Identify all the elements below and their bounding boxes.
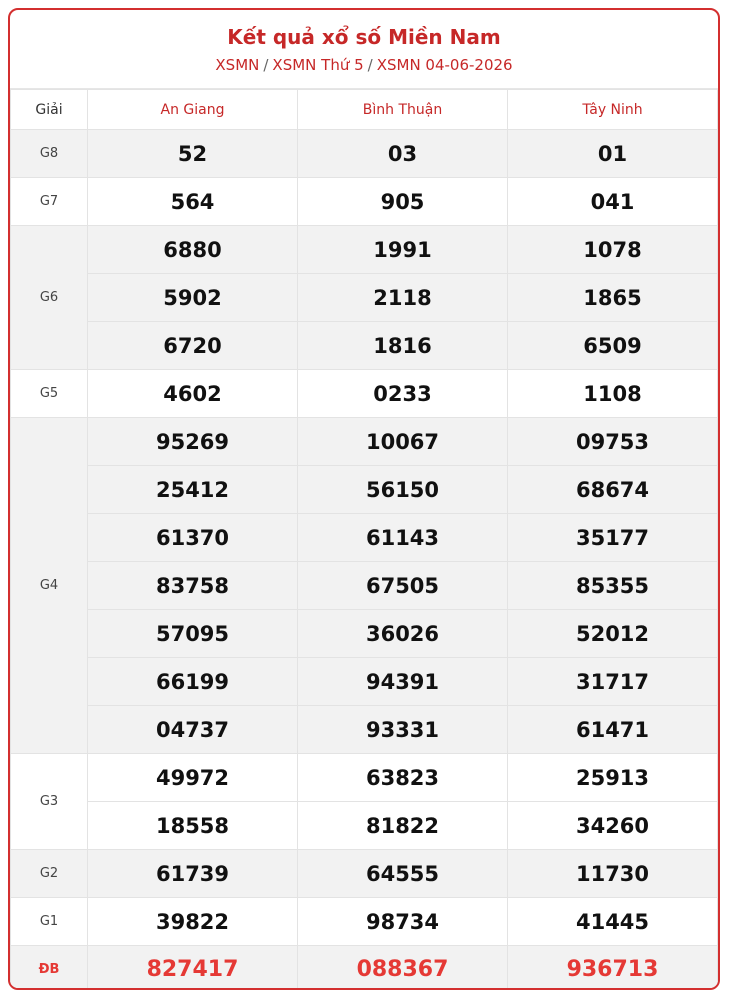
prize-number: 564 — [88, 178, 298, 226]
table-row — [11, 226, 718, 274]
prize-number: 85355 — [508, 562, 718, 610]
prize-number: 49972 — [88, 754, 298, 802]
prize-number: 905 — [298, 178, 508, 226]
breadcrumb-separator: / — [367, 56, 373, 74]
prize-number: 6720 — [88, 322, 298, 370]
prize-number: 67505 — [298, 562, 508, 610]
prize-number: 01 — [508, 130, 718, 178]
prize-label: G5 — [11, 370, 88, 418]
table-row — [11, 562, 718, 610]
results-table — [10, 89, 718, 990]
table-row — [11, 322, 718, 370]
prize-number: 0233 — [298, 370, 508, 418]
prize-number: 61471 — [508, 706, 718, 754]
prize-number: 34260 — [508, 802, 718, 850]
breadcrumb-xsmn-thu5[interactable]: XSMN Thứ 5 — [272, 56, 364, 74]
prize-number: 95269 — [88, 418, 298, 466]
breadcrumb-xsmn-date[interactable]: XSMN 04-06-2026 — [376, 56, 513, 74]
prize-number: 1991 — [298, 226, 508, 274]
prize-number: 39822 — [88, 898, 298, 946]
prize-number: 1816 — [298, 322, 508, 370]
prize-number: 52 — [88, 130, 298, 178]
prize-number: 31717 — [508, 658, 718, 706]
prize-number: 6880 — [88, 226, 298, 274]
table-row — [11, 514, 718, 562]
table-row — [11, 898, 718, 946]
prize-label: G6 — [11, 226, 88, 370]
prize-number: 1078 — [508, 226, 718, 274]
prize-number: 04737 — [88, 706, 298, 754]
prize-number: 81822 — [298, 802, 508, 850]
prize-number: 36026 — [298, 610, 508, 658]
prize-number: 2118 — [298, 274, 508, 322]
prize-number: 041 — [508, 178, 718, 226]
prize-label: G1 — [11, 898, 88, 946]
table-row — [11, 706, 718, 754]
table-row — [11, 130, 718, 178]
prize-number: 56150 — [298, 466, 508, 514]
prize-number: 98734 — [298, 898, 508, 946]
page-title: Kết quả xổ số Miền Nam — [227, 25, 501, 49]
prize-number: 11730 — [508, 850, 718, 898]
prize-number: 10067 — [298, 418, 508, 466]
table-row — [11, 802, 718, 850]
prize-number: 61370 — [88, 514, 298, 562]
results-body — [11, 130, 718, 991]
prize-number: 57095 — [88, 610, 298, 658]
prize-number: 1108 — [508, 370, 718, 418]
prize-label: G2 — [11, 850, 88, 898]
prize-number: 52012 — [508, 610, 718, 658]
table-row — [11, 466, 718, 514]
prize-number: 41445 — [508, 898, 718, 946]
column-header-province[interactable]: An Giang — [88, 90, 298, 130]
special-prize-number: 827417 — [88, 946, 298, 991]
prize-number: 83758 — [88, 562, 298, 610]
table-row — [11, 178, 718, 226]
table-row — [11, 754, 718, 802]
prize-label: G4 — [11, 418, 88, 754]
prize-number: 61143 — [298, 514, 508, 562]
prize-number: 1865 — [508, 274, 718, 322]
table-row — [11, 370, 718, 418]
prize-number: 93331 — [298, 706, 508, 754]
prize-number: 25913 — [508, 754, 718, 802]
prize-number: 94391 — [298, 658, 508, 706]
table-row — [11, 658, 718, 706]
prize-label: G7 — [11, 178, 88, 226]
breadcrumb — [10, 55, 718, 75]
table-header-row — [11, 90, 718, 130]
breadcrumb-separator: / — [263, 56, 269, 74]
prize-number: 68674 — [508, 466, 718, 514]
prize-number: 35177 — [508, 514, 718, 562]
table-row — [11, 418, 718, 466]
special-prize-number: 088367 — [298, 946, 508, 991]
prize-number: 09753 — [508, 418, 718, 466]
column-header-province[interactable]: Bình Thuận — [298, 90, 508, 130]
prize-number: 64555 — [298, 850, 508, 898]
prize-number: 61739 — [88, 850, 298, 898]
prize-label: G8 — [11, 130, 88, 178]
results-header — [10, 10, 718, 89]
special-prize-number: 936713 — [508, 946, 718, 991]
prize-number: 6509 — [508, 322, 718, 370]
prize-number: 63823 — [298, 754, 508, 802]
column-header-province[interactable]: Tây Ninh — [508, 90, 718, 130]
prize-number: 66199 — [88, 658, 298, 706]
prize-number: 25412 — [88, 466, 298, 514]
table-row — [11, 610, 718, 658]
table-row — [11, 946, 718, 991]
breadcrumb-xsmn[interactable]: XSMN — [215, 56, 260, 74]
table-row — [11, 850, 718, 898]
prize-number: 03 — [298, 130, 508, 178]
results-card — [8, 8, 720, 990]
prize-number: 5902 — [88, 274, 298, 322]
table-row — [11, 274, 718, 322]
column-header-giai: Giải — [11, 90, 88, 130]
prize-number: 18558 — [88, 802, 298, 850]
prize-number: 4602 — [88, 370, 298, 418]
prize-label: G3 — [11, 754, 88, 850]
prize-label: ĐB — [11, 946, 88, 991]
